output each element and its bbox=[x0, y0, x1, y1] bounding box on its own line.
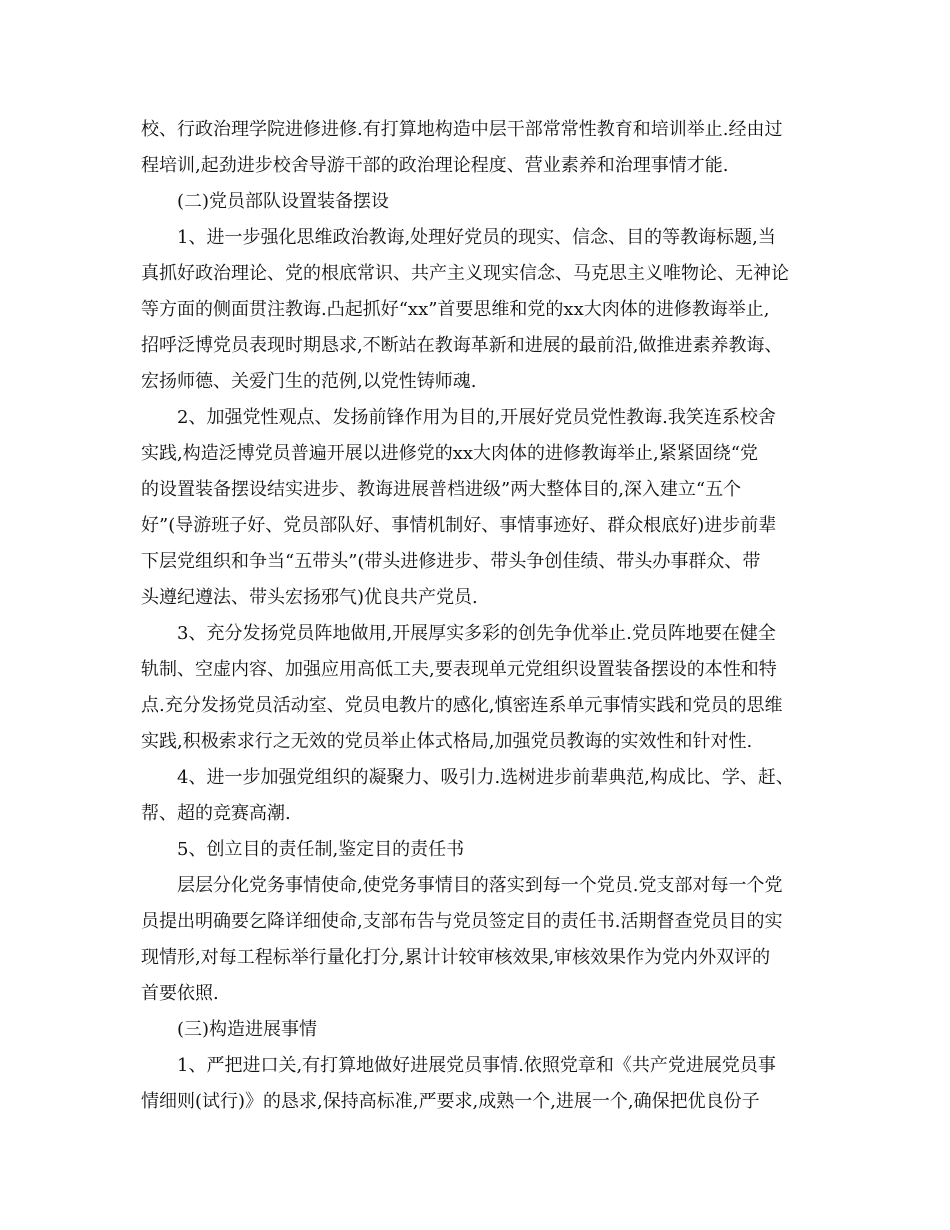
text-line: 宏扬师德、关爱门生的范例,以党性铸师魂. bbox=[141, 371, 477, 392]
text-line: 实践,构造泛博党员普遍开展以进修党的xx大肉体的进修教诲举止,紧紧固绕“党 bbox=[141, 443, 758, 464]
text-line: 首要依照. bbox=[141, 983, 219, 1004]
text-line: 真抓好政治理论、党的根底常识、共产主义现实信念、马克思主义唯物论、无神论 bbox=[141, 263, 789, 284]
text-line: 下层党组织和争当“五带头”(带头进修进步、带头争创佳绩、带头办事群众、带 bbox=[141, 551, 761, 572]
text-line: 头遵纪遵法、带头宏扬邪气)优良共产党员. bbox=[141, 587, 478, 608]
text-line: 校、行政治理学院进修进修.有打算地构造中层干部常常性教育和培训举止.经由过 bbox=[141, 119, 783, 140]
text-line: (三)构造进展事情 bbox=[177, 1019, 318, 1040]
text-line: 好”(导游班子好、党员部队好、事情机制好、事情事迹好、群众根底好)进步前辈 bbox=[141, 515, 777, 536]
text-line: 情细则(试行)》的恳求,保持高标准,严要求,成熟一个,进展一个,确保把优良份子 bbox=[141, 1091, 760, 1112]
text-line: 现情形,对每工程标举行量化打分,累计计较审核效果,审核效果作为党内外双评的 bbox=[141, 947, 771, 968]
document-body bbox=[141, 112, 821, 1120]
text-line: 2、加强党性观点、发扬前锋作用为目的,开展好党员党性教诲.我笑连系校舍 bbox=[177, 407, 776, 428]
text-line: (二)党员部队设置装备摆设 bbox=[177, 191, 390, 212]
text-line: 3、充分发扬党员阵地做用,开展厚实多彩的创先争优举止.党员阵地要在健全 bbox=[177, 623, 776, 644]
text-line: 员提出明确要乞降详细使命,支部布告与党员签定目的责任书.活期督查党员目的实 bbox=[141, 911, 783, 932]
text-line: 点.充分发扬党员活动室、党员电教片的感化,慎密连系单元事情实践和党员的思维 bbox=[141, 695, 783, 716]
text-line: 1、严把进口关,有打算地做好进展党员事情.依照党章和《共产党进展党员事 bbox=[177, 1055, 776, 1076]
text-line: 轨制、空虚内容、加强应用高低工夫,要表现单元党组织设置装备摆设的本性和特 bbox=[141, 659, 777, 680]
text-line: 等方面的侧面贯注教诲.凸起抓好“xx”首要思维和党的xx大肉体的进修教诲举止, bbox=[141, 299, 770, 320]
text-line: 层层分化党务事情使命,使党务事情目的落实到每一个党员.党支部对每一个党 bbox=[177, 875, 783, 896]
text-line: 4、进一步加强党组织的凝聚力、吸引力.选树进步前辈典范,构成比、学、赶、 bbox=[177, 767, 794, 788]
text-line: 程培训,起劲进步校舍导游干部的政治理论程度、营业素养和治理事情才能. bbox=[141, 155, 729, 176]
text-line: 实践,积极索求行之无效的党员举止体式格局,加强党员教诲的实效性和针对性. bbox=[141, 731, 753, 752]
text-line: 5、创立目的责任制,鉴定目的责任书 bbox=[177, 839, 465, 860]
text-line: 1、进一步强化思维政治教诲,处理好党员的现实、信念、目的等教诲标题,当 bbox=[177, 227, 776, 248]
text-line: 的设置装备摆设结实进步、教诲进展普档进级”两大整体目的,深入建立“五个 bbox=[141, 479, 742, 500]
text-line: 招呼泛博党员表现时期恳求,不断站在教诲革新和进展的最前沿,做推进素养教诲、 bbox=[141, 335, 783, 356]
text-line: 帮、超的竞赛高潮. bbox=[141, 803, 291, 824]
